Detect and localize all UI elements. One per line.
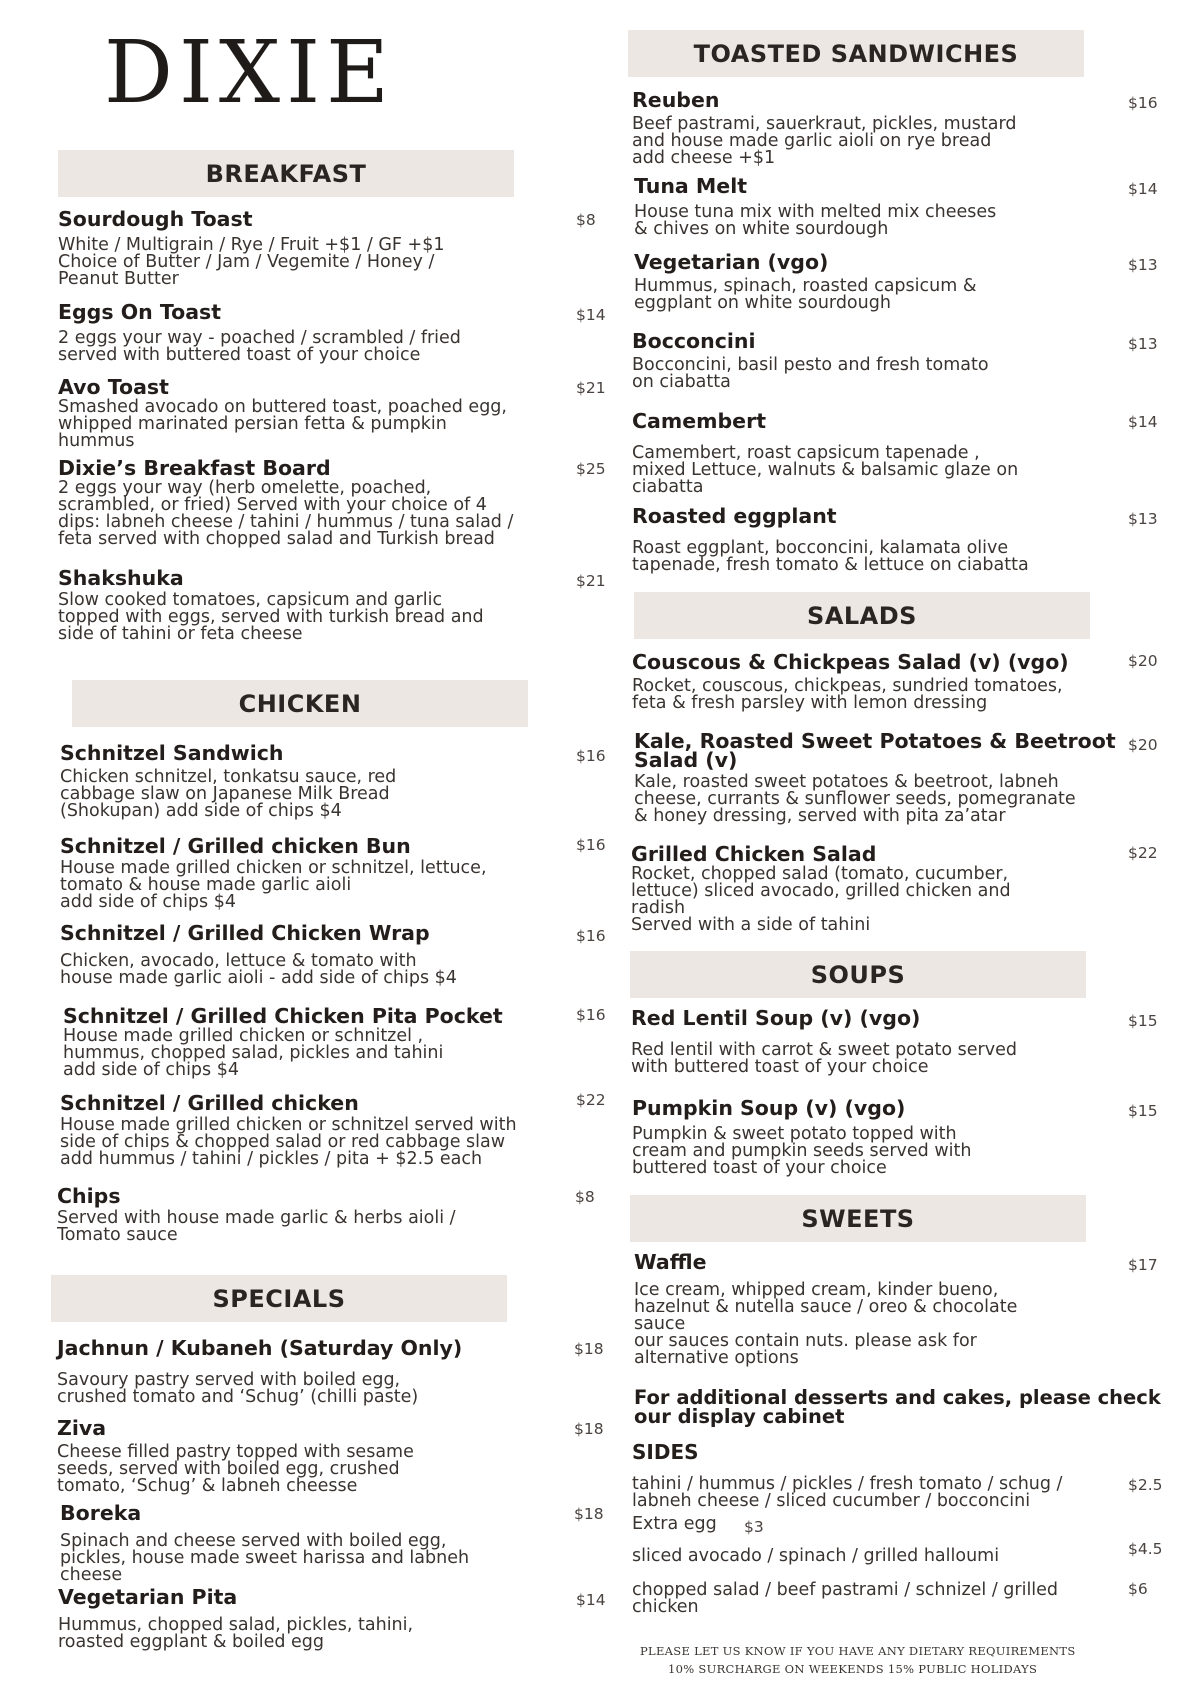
- item-description: Pumpkin & sweet potato topped with cream and pumpkin seeds served with buttered toast of your choice: [632, 1124, 972, 1178]
- sides-list: tahini / hummus / pickles / fresh tomato / schug / labneh cheese / sliced cucumber / bocconcini: [632, 1474, 1063, 1511]
- item-name: Bocconcini: [632, 329, 756, 353]
- item-price: $16: [576, 747, 606, 765]
- item-price: $13: [1128, 335, 1158, 353]
- item-price: $14: [1128, 413, 1158, 431]
- menu-item: [631, 1006, 1161, 1076]
- menu-item: [631, 842, 1161, 934]
- item-description: Kale, roasted sweet potatoes & beetroot, labneh cheese, currants & sunflower seeds, pomegranate & honey dressing, served with pita za’atar: [634, 772, 1076, 826]
- item-name: Reuben: [632, 88, 720, 112]
- item-name: Vegetarian Pita: [58, 1585, 238, 1609]
- sides-price: $6: [1128, 1580, 1148, 1598]
- sides-list: Extra egg: [632, 1514, 717, 1534]
- item-price: $14: [576, 306, 606, 324]
- item-description: Spinach and cheese served with boiled egg, pickles, house made sweet harissa and labneh cheese: [60, 1531, 470, 1585]
- item-name: Vegetarian (vgo): [634, 250, 829, 274]
- item-description: Camembert, roast capsicum tapenade , mixed Lettuce, walnuts & balsamic glaze on ciabatta: [632, 443, 1019, 497]
- item-name: Sourdough Toast: [58, 207, 253, 231]
- item-price: $21: [576, 379, 606, 397]
- item-name: Grilled Chicken Salad: [631, 842, 877, 866]
- brand-logo: DIXIE: [104, 23, 395, 123]
- item-price: $20: [1128, 736, 1158, 754]
- sides-price: $2.5: [1128, 1476, 1163, 1494]
- menu-item: [60, 1091, 606, 1169]
- menu-item: [632, 650, 1162, 712]
- item-price: $13: [1128, 256, 1158, 274]
- item-name: Boreka: [60, 1501, 142, 1525]
- item-description: House made grilled chicken or schnitzel served with side of chips & chopped salad or red cabbage slaw add hummus / tahini / pickles / pita + $2.5 each: [60, 1115, 517, 1169]
- item-name: Eggs On Toast: [58, 300, 222, 324]
- item-price: $20: [1128, 652, 1158, 670]
- item-description: Hummus, spinach, roasted capsicum & eggplant on white sourdough: [634, 276, 977, 313]
- item-price: $21: [576, 572, 606, 590]
- item-price: $8: [575, 1188, 595, 1206]
- item-price: $13: [1128, 510, 1158, 528]
- section-header-toasted-sandwiches: TOASTED SANDWICHES: [628, 30, 1084, 77]
- item-name: Shakshuka: [58, 566, 184, 590]
- sides-title: SIDES: [632, 1440, 699, 1464]
- item-name: Avo Toast: [58, 375, 169, 399]
- item-price: $22: [1128, 844, 1158, 862]
- item-description: Rocket, chopped salad (tomato, cucumber, lettuce) sliced avocado, grilled chicken and radish Served with a side of tahini: [631, 864, 1011, 935]
- item-price: $14: [576, 1591, 606, 1609]
- menu-item: [632, 88, 1158, 168]
- sides-list: chopped salad / beef pastrami / schnizel / grilled chicken: [632, 1580, 1059, 1617]
- menu-item: [632, 504, 1158, 575]
- item-description: House made grilled chicken or schnitzel, lettuce, tomato & house made garlic aioli add side of chips $4: [60, 858, 487, 912]
- footer-surcharge-note: 10% SURCHARGE ON WEEKENDS 15% PUBLIC HOLIDAYS: [668, 1662, 1038, 1676]
- menu-item: [634, 174, 1158, 239]
- item-name: Jachnun / Kubaneh (Saturday Only): [57, 1336, 463, 1360]
- item-description: Bocconcini, basil pesto and fresh tomato on ciabatta: [632, 355, 989, 392]
- section-header-specials: SPECIALS: [51, 1275, 507, 1322]
- item-name: Pumpkin Soup (v) (vgo): [632, 1096, 906, 1120]
- item-price: $15: [1128, 1012, 1158, 1030]
- menu-item: [58, 300, 606, 365]
- item-name: Red Lentil Soup (v) (vgo): [631, 1006, 921, 1030]
- menu-item: [634, 1250, 1164, 1367]
- menu-item: [57, 1416, 604, 1496]
- menu-item: [632, 1096, 1162, 1177]
- menu-item: [58, 566, 606, 644]
- item-name: Dixie’s Breakfast Board: [58, 456, 331, 480]
- section-header-sweets: SWEETS: [630, 1195, 1086, 1242]
- item-price: $16: [576, 836, 606, 854]
- section-header-salads: SALADS: [634, 592, 1090, 639]
- item-description: Chicken, avocado, lettuce & tomato with house made garlic aioli - add side of chips $4: [60, 951, 457, 988]
- item-name: Couscous & Chickpeas Salad (v) (vgo): [632, 650, 1069, 674]
- section-header-breakfast: BREAKFAST: [58, 150, 514, 197]
- menu-item: [63, 1004, 606, 1080]
- item-name: Tuna Melt: [634, 174, 748, 198]
- item-description: Slow cooked tomatoes, capsicum and garlic topped with eggs, served with turkish bread and side of tahini or feta cheese: [58, 590, 484, 644]
- section-header-chicken: CHICKEN: [72, 680, 528, 727]
- sides-price: $4.5: [1128, 1540, 1163, 1558]
- item-name: Camembert: [632, 409, 766, 433]
- item-name-continued: Salad (v): [634, 748, 738, 772]
- item-description: Ice cream, whipped cream, kinder bueno, hazelnut & nutella sauce / oreo & chocolate sauce our sauces contain nuts. please ask for alternative options: [634, 1280, 1018, 1368]
- item-name: Waffle: [634, 1250, 707, 1274]
- item-name: Schnitzel / Grilled chicken: [60, 1091, 359, 1115]
- item-description: Savoury pastry served with boiled egg, crushed tomato and ‘Schug’ (chilli paste): [57, 1370, 419, 1407]
- item-description: House made grilled chicken or schnitzel , hummus, chopped salad, pickles and tahini add side of chips $4: [63, 1026, 444, 1080]
- item-description: House tuna mix with melted mix cheeses & chives on white sourdough: [634, 202, 997, 239]
- item-name: Kale, Roasted Sweet Potatoes & Beetroot: [634, 729, 1116, 753]
- item-price: $8: [576, 211, 596, 229]
- item-price: $16: [1128, 94, 1158, 112]
- item-price: $18: [574, 1505, 604, 1523]
- section-header-soups: SOUPS: [630, 951, 1086, 998]
- item-description: Cheese filled pastry topped with sesame seeds, served with boiled egg, crushed tomato, ‘Schug’ & labneh cheesse: [57, 1442, 414, 1496]
- item-price: $16: [576, 927, 606, 945]
- menu-item: [632, 409, 1158, 497]
- item-price: $16: [576, 1006, 606, 1024]
- menu-item: [632, 329, 1158, 392]
- menu-item: [60, 921, 606, 988]
- sides-price: $3: [744, 1518, 764, 1536]
- item-description: 2 eggs your way - poached / scrambled / fried served with buttered toast of your choice: [58, 328, 461, 365]
- item-description: Hummus, chopped salad, pickles, tahini, roasted eggplant & boiled egg: [58, 1615, 414, 1652]
- menu-item: [60, 1501, 604, 1585]
- item-name: Schnitzel / Grilled Chicken Wrap: [60, 921, 430, 945]
- menu-item: [58, 456, 606, 549]
- item-description: Smashed avocado on buttered toast, poached egg, whipped marinated persian fetta & pumpkin hummus: [58, 397, 507, 451]
- item-price: $22: [576, 1091, 606, 1109]
- item-price: $14: [1128, 180, 1158, 198]
- item-price: $15: [1128, 1102, 1158, 1120]
- item-name: Schnitzel / Grilled chicken Bun: [60, 834, 411, 858]
- item-price: $17: [1128, 1256, 1158, 1274]
- desserts-note: For additional desserts and cakes, please check our display cabinet: [634, 1386, 1161, 1428]
- menu-item: [57, 1184, 597, 1244]
- sides-list: sliced avocado / spinach / grilled halloumi: [632, 1546, 1000, 1566]
- item-description: 2 eggs your way (herb omelette, poached, scrambled, or fried) Served with your choice of 4 dips: labneh cheese / tahini / hummus / tuna salad / feta served with chopped salad and Turkish bread: [58, 478, 514, 549]
- item-description: Chicken schnitzel, tonkatsu sauce, red cabbage slaw on Japanese Milk Bread (Shokupan) add side of chips $4: [60, 767, 397, 821]
- item-description: Served with house made garlic & herbs aioli / Tomato sauce: [57, 1208, 456, 1245]
- menu-item: [58, 207, 598, 288]
- menu-item: [60, 834, 606, 912]
- item-description: Beef pastrami, sauerkraut, pickles, mustard and house made garlic aioli on rye bread add cheese +$1: [632, 114, 1017, 168]
- menu-item: [57, 1336, 604, 1407]
- menu-item: [60, 741, 606, 821]
- item-name: Schnitzel Sandwich: [60, 741, 284, 765]
- item-name: Ziva: [57, 1416, 107, 1440]
- item-description: White / Multigrain / Rye / Fruit +$1 / GF +$1 Choice of Butter / Jam / Vegemite / Honey / Peanut Butter: [58, 235, 445, 289]
- item-name: Roasted eggplant: [632, 504, 837, 528]
- item-description: Rocket, couscous, chickpeas, sundried tomatoes, feta & fresh parsley with lemon dressing: [632, 676, 1063, 713]
- menu-item: [634, 729, 1164, 826]
- item-description: Roast eggplant, bocconcini, kalamata olive tapenade, fresh tomato & lettuce on ciabatta: [632, 538, 1029, 575]
- item-name: Schnitzel / Grilled Chicken Pita Pocket: [63, 1004, 503, 1028]
- item-name: Chips: [57, 1184, 121, 1208]
- item-price: $25: [576, 460, 606, 478]
- item-price: $18: [574, 1340, 604, 1358]
- menu-item: [58, 1585, 606, 1652]
- menu-item: [634, 250, 1158, 313]
- item-description: Red lentil with carrot & sweet potato served with buttered toast of your choice: [631, 1040, 1017, 1077]
- item-price: $18: [574, 1420, 604, 1438]
- menu-item: [58, 375, 606, 451]
- footer-dietary-note: PLEASE LET US KNOW IF YOU HAVE ANY DIETARY REQUIREMENTS: [640, 1644, 1076, 1658]
